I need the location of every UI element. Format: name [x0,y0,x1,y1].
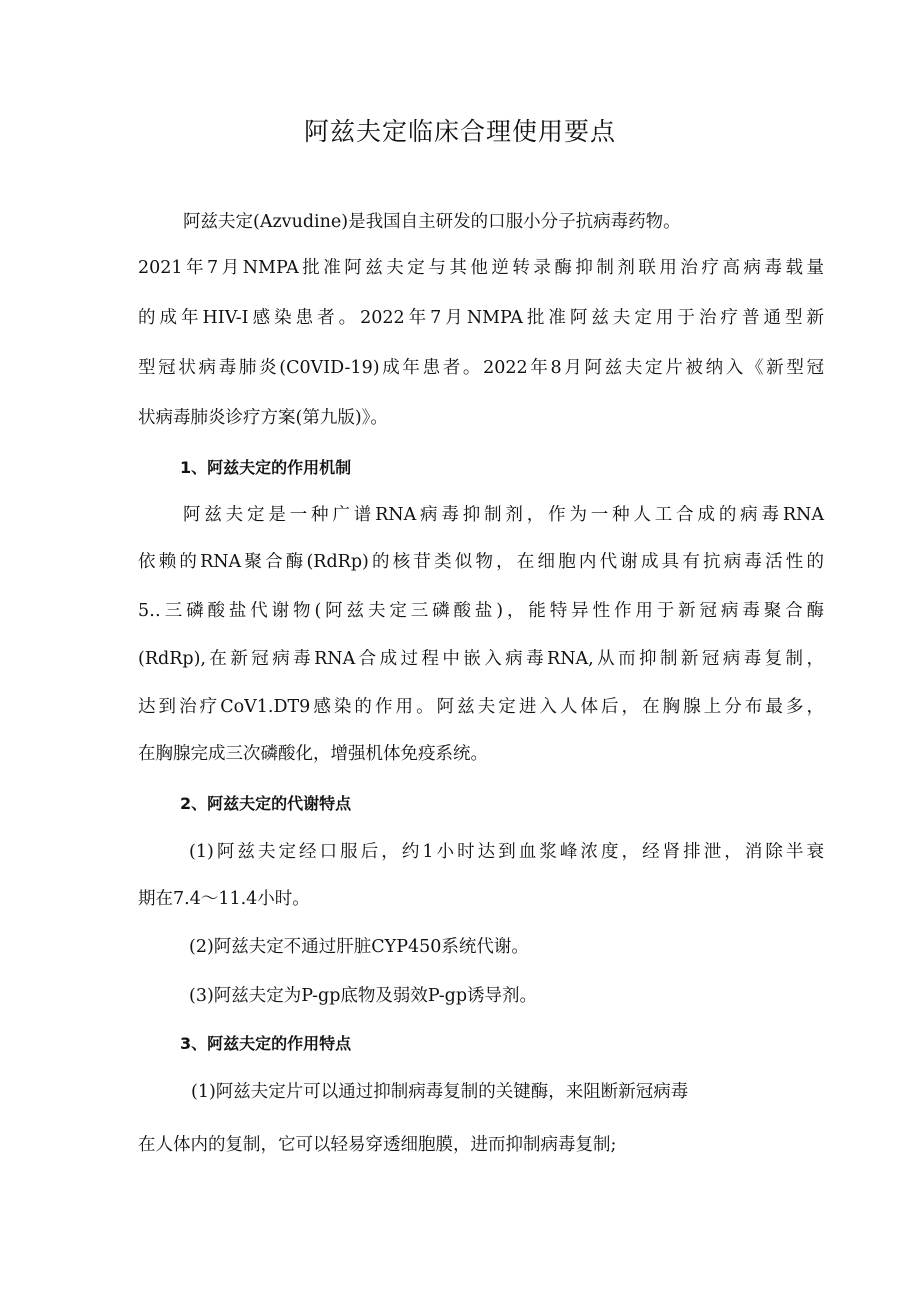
section-3-line-2: 在人体内的复制，它可以轻易穿透细胞膜，进而抑制病毒复制; [138,1135,617,1155]
section-1-line-3: 5‥三磷酸盐代谢物(阿兹夫定三磷酸盐)，能特异性作用于新冠病毒聚合酶 [138,601,824,621]
section-2-heading: 2、阿兹夫定的代谢特点 [180,794,352,813]
section-1-line-1: 阿兹夫定是一种广谱RNA病毒抑制剂，作为一种人工合成的病毒RNA [183,505,824,525]
intro-line-4: 型冠状病毒肺炎(C0VID-19)成年患者。2022年8月阿兹夫定片被纳入《新型冠 [138,358,824,378]
section-2-line-3: (2)阿兹夫定不通过肝脏CYP450系统代谢。 [189,937,529,957]
intro-line-2: 2021年7月NMPA批准阿兹夫定与其他逆转录酶抑制剂联用治疗高病毒载量 [138,258,824,278]
intro-line-1: 阿兹夫定(Azvudine)是我国自主研发的口服小分子抗病毒药物。 [183,212,681,232]
section-1-heading: 1、阿兹夫定的作用机制 [180,458,352,477]
section-2-line-1: (1)阿兹夫定经口服后，约1小时达到血浆峰浓度，经肾排泄，消除半衰 [189,842,824,862]
section-2-line-4: (3)阿兹夫定为P-gp底物及弱效P-gp诱导剂。 [189,986,538,1006]
section-1-line-4: (RdRp),在新冠病毒RNA合成过程中嵌入病毒RNA,从而抑制新冠病毒复制， [138,649,824,669]
section-3-line-1: (1)阿兹夫定片可以通过抑制病毒复制的关键酶，来阻断新冠病毒 [191,1082,689,1102]
section-1-line-5: 达到治疗CoV1.DT9感染的作用。阿兹夫定进入人体后，在胸腺上分布最多， [138,697,824,717]
section-3-heading: 3、阿兹夫定的作用特点 [180,1034,352,1053]
section-2-line-2: 期在7.4～11.4小时。 [138,889,310,909]
document-title: 阿兹夫定临床合理使用要点 [303,117,616,146]
intro-line-5: 状病毒肺炎诊疗方案(第九版)》。 [138,408,388,428]
intro-line-3: 的成年HIV-I感染患者。2022年7月NMPA批准阿兹夫定用于治疗普通型新 [138,308,824,328]
section-1-line-2: 依赖的RNA聚合酶(RdRp)的核苷类似物，在细胞内代谢成具有抗病毒活性的 [138,552,824,572]
section-1-line-6: 在胸腺完成三次磷酸化，增强机体免疫系统。 [138,744,488,764]
